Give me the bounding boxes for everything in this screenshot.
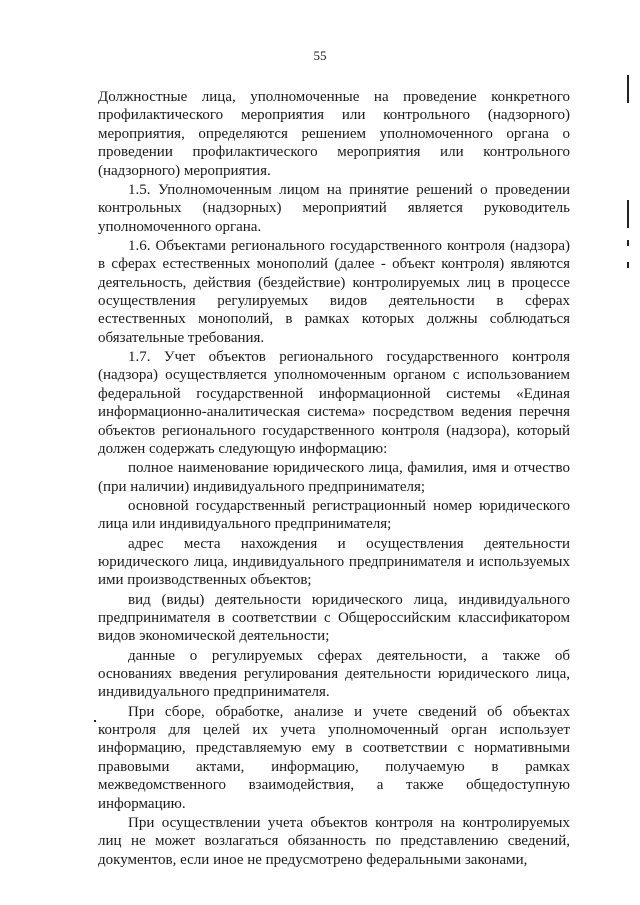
- list-item-regulated-spheres: данные о регулируемых сферах деятельности, а также об основаниях введения регулирования деятельности юридического лица, индивидуального предпринимателя.: [98, 647, 570, 701]
- page-number: 55: [313, 48, 327, 63]
- scan-artifact-line: [627, 200, 629, 228]
- document-body: [98, 88, 570, 870]
- scan-artifact-dot: [94, 720, 96, 722]
- scan-artifact-line: [627, 240, 629, 246]
- list-item-address: адрес места нахождения и осуществления деятельности юридического лица, индивидуального предпринимателя и используемых ими производственных объектов;: [98, 535, 570, 589]
- paragraph-accounting-obligations: При осуществлении учета объектов контроля на контролируемых лиц не может возлагаться обязанность по представлению сведений, документов, если иное не предусмотрено федеральными законами,: [98, 814, 570, 868]
- list-item-ogrn: основной государственный регистрационный номер юридического лица или индивидуального предпринимателя;: [98, 497, 570, 533]
- list-item-full-name: полное наименование юридического лица, фамилия, имя и отчество (при наличии) индивидуального предпринимателя;: [98, 460, 570, 495]
- paragraph-information-collection: При сборе, обработке, анализе и учете сведений об объектах контроля для целей их учета уполномоченный орган использует информацию, представляемую ему в соответствии с нормативными правовыми актами, информацию, получаемую в рамках межведомственного взаимодействия, а также общедоступную информацию.: [98, 703, 570, 812]
- paragraph-1-5: 1.5. Уполномоченным лицом на принятие решений о проведении контрольных (надзорных) мероприятий является руководитель уполномоченного органа.: [98, 181, 570, 235]
- paragraph-officials: Должностные лица, уполномоченные на проведение конкретного профилактического мероприятия или контрольного (надзорного) мероприятия, определяются решением уполномоченного органа о проведении профилактического мероприятия или контрольного (надзорного) мероприятия.: [98, 89, 570, 179]
- paragraph-1-6: 1.6. Объектами регионального государственного контроля (надзора) в сферах естественных монополий (далее - объект контроля) являются деятельность, действия (бездействие) контролируемых лиц в процессе осуществления регулируемых видов деятельности в сферах естественных монополий, в рамках которых должны соблюдаться обязательные требования.: [98, 237, 570, 346]
- scan-artifact-line: [627, 75, 629, 103]
- paragraph-1-7: 1.7. Учет объектов регионального государственного контроля (надзора) осуществляется уполномоченным органом с использованием федеральной государственной информационной системы «Единая информационно-аналитическая система» посредством ведения перечня объектов регионального государственного контроля (надзора), который должен содержать следующую информацию:: [98, 349, 570, 458]
- scan-artifact-line: [627, 262, 629, 268]
- list-item-activity-types: вид (виды) деятельности юридического лица, индивидуального предпринимателя в соответствии с Общероссийским классификатором видов экономической деятельности;: [98, 591, 570, 645]
